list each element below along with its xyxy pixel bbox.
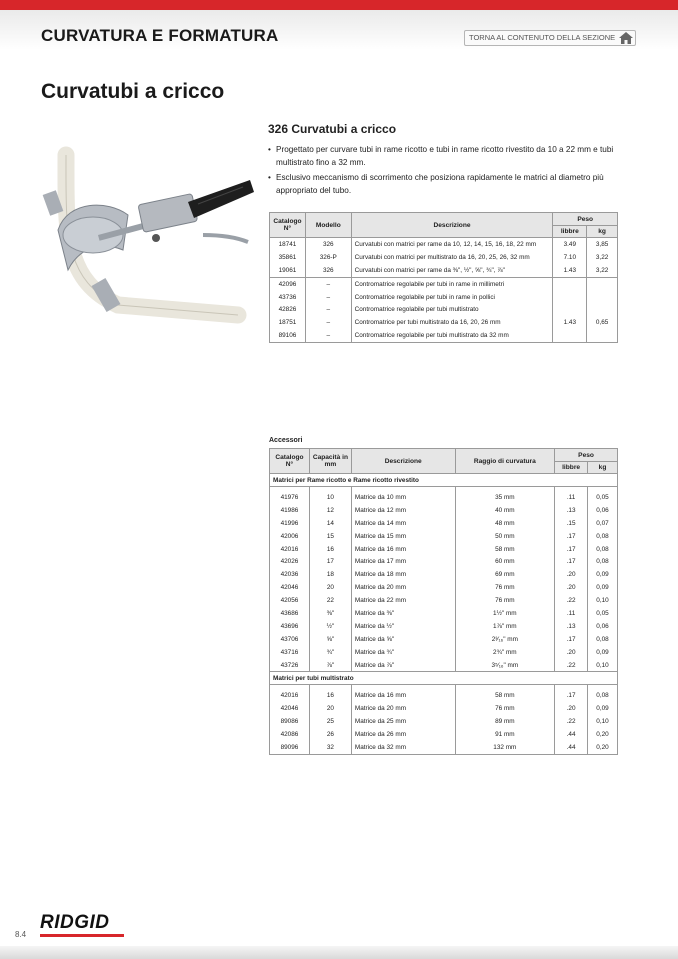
- table-cell: 10: [309, 491, 351, 504]
- table-row: [270, 238, 618, 251]
- col-peso: Peso: [553, 213, 618, 226]
- table-cell: 7.10: [553, 251, 587, 264]
- table-cell: .22: [555, 715, 588, 728]
- table-cell: ½": [309, 620, 351, 633]
- table-cell: .17: [555, 689, 588, 702]
- col-libbre: libbre: [553, 226, 587, 238]
- table-row: [270, 741, 618, 754]
- table-cell: 0,08: [588, 543, 618, 556]
- table-row: [270, 659, 618, 672]
- table-cell: 1.43: [553, 316, 587, 329]
- table-cell: 0,08: [588, 530, 618, 543]
- table-cell: 42016: [270, 543, 310, 556]
- table-cell: .13: [555, 620, 588, 633]
- table-cell: .20: [555, 702, 588, 715]
- table-row: [270, 530, 618, 543]
- table-cell: Curvatubi con matrici per multistrato da 16, 20, 25, 26, 32 mm: [351, 251, 553, 264]
- table-row: [270, 251, 618, 264]
- table-cell: 41976: [270, 491, 310, 504]
- table-cell: .11: [555, 491, 588, 504]
- table-cell: 43696: [270, 620, 310, 633]
- table-cell: Matrice da 20 mm: [351, 581, 455, 594]
- table-cell: 1.43: [553, 264, 587, 277]
- table-cell: .11: [555, 607, 588, 620]
- table-cell: 20: [309, 702, 351, 715]
- table-cell: 2¾" mm: [455, 646, 555, 659]
- table-row: [270, 594, 618, 607]
- table-cell: Matrice da 20 mm: [351, 702, 455, 715]
- table-cell: .22: [555, 659, 588, 672]
- page-title: Curvatubi a cricco: [41, 80, 225, 103]
- table-cell: 76 mm: [455, 581, 555, 594]
- table-cell: [553, 277, 587, 290]
- table-cell: 0,10: [588, 594, 618, 607]
- table-cell: 326-P: [305, 251, 351, 264]
- table-cell: 42006: [270, 530, 310, 543]
- table-cell: 3.49: [553, 238, 587, 251]
- product-title: 326 Curvatubi a cricco: [268, 122, 397, 136]
- table-cell: .44: [555, 741, 588, 754]
- table-cell: 91 mm: [455, 728, 555, 741]
- table-cell: 42016: [270, 689, 310, 702]
- table-cell: 0,65: [587, 316, 618, 329]
- table-row: [270, 646, 618, 659]
- table-row: [270, 728, 618, 741]
- table-cell: –: [305, 277, 351, 290]
- table-cell: 0,10: [588, 659, 618, 672]
- table-cell: –: [305, 329, 351, 342]
- table-cell: 3,22: [587, 251, 618, 264]
- table-cell: 69 mm: [455, 568, 555, 581]
- table-cell: Matrice da 17 mm: [351, 555, 455, 568]
- table-cell: 22: [309, 594, 351, 607]
- accessories-label: Accessori: [269, 437, 303, 444]
- table-row: [270, 702, 618, 715]
- table-cell: 17: [309, 555, 351, 568]
- table-cell: Contromatrice regolabile per tubi multistrato da 32 mm: [351, 329, 553, 342]
- group-header-row: [270, 672, 618, 685]
- table-cell: 20: [309, 581, 351, 594]
- table-row: [270, 620, 618, 633]
- table-cell: 15: [309, 530, 351, 543]
- table-cell: 41986: [270, 504, 310, 517]
- table-cell: .17: [555, 555, 588, 568]
- table-cell: –: [305, 291, 351, 304]
- group-header-row: [270, 474, 618, 487]
- section-title: CURVATURA E FORMATURA: [41, 26, 279, 45]
- table-cell: 19061: [270, 264, 306, 277]
- table-cell: 40 mm: [455, 504, 555, 517]
- table-cell: .20: [555, 581, 588, 594]
- table-cell: 18751: [270, 316, 306, 329]
- page-number: 8.4: [15, 930, 27, 939]
- table-row: [270, 316, 618, 329]
- table-cell: 42036: [270, 568, 310, 581]
- table-row: [270, 689, 618, 702]
- table-row: [270, 504, 618, 517]
- table-cell: 42026: [270, 555, 310, 568]
- table-cell: 0,09: [588, 646, 618, 659]
- table-cell: 3,85: [587, 238, 618, 251]
- table-cell: 3,22: [587, 264, 618, 277]
- table-cell: –: [305, 316, 351, 329]
- table-cell: 14: [309, 517, 351, 530]
- table-cell: Matrice da ⅝": [351, 633, 455, 646]
- col-catalogo: Catalogo N°: [270, 213, 306, 238]
- product-table: [269, 212, 618, 343]
- table-cell: 0,10: [588, 715, 618, 728]
- table-cell: –: [305, 303, 351, 316]
- table-cell: 0,09: [588, 702, 618, 715]
- feature-item: • Progettato per curvare tubi in rame ricotto e tubi in rame ricotto rivestito da 10 a 22 mm e tubi multistrato fino a 32 mm.: [268, 144, 618, 169]
- table-cell: 12: [309, 504, 351, 517]
- table-cell: ¾": [309, 646, 351, 659]
- table-cell: .44: [555, 728, 588, 741]
- table-cell: 41996: [270, 517, 310, 530]
- table-cell: Matrice da 22 mm: [351, 594, 455, 607]
- table-cell: 132 mm: [455, 741, 555, 754]
- table-cell: Curvatubi con matrici per rame da ⅜", ½", ⅝", ¾", ⅞": [351, 264, 553, 277]
- table-cell: [587, 329, 618, 342]
- table-cell: Matrice da 16 mm: [351, 689, 455, 702]
- table-cell: Matrice da 14 mm: [351, 517, 455, 530]
- table-row: [270, 517, 618, 530]
- table-cell: 326: [305, 264, 351, 277]
- table-cell: 50 mm: [455, 530, 555, 543]
- table-cell: Matrice da 10 mm: [351, 491, 455, 504]
- table-cell: [587, 277, 618, 290]
- table-cell: 16: [309, 543, 351, 556]
- table-cell: ⅞": [309, 659, 351, 672]
- table-cell: 1½" mm: [455, 607, 555, 620]
- table-cell: Matrice da 15 mm: [351, 530, 455, 543]
- table-cell: Matrice da 32 mm: [351, 741, 455, 754]
- table-cell: Matrice da ½": [351, 620, 455, 633]
- table-row: [270, 543, 618, 556]
- table-cell: .17: [555, 633, 588, 646]
- col-raggio: Raggio di curvatura: [455, 449, 555, 474]
- bottom-bar: [0, 946, 678, 959]
- home-icon: [619, 32, 633, 44]
- table-cell: 89106: [270, 329, 306, 342]
- table-cell: 76 mm: [455, 594, 555, 607]
- col-descrizione: Descrizione: [351, 213, 553, 238]
- col-descrizione: Descrizione: [351, 449, 455, 474]
- table-cell: ⅜": [309, 607, 351, 620]
- table-cell: 43726: [270, 659, 310, 672]
- table-cell: 60 mm: [455, 555, 555, 568]
- table-cell: 32: [309, 741, 351, 754]
- table-cell: Matrice da 12 mm: [351, 504, 455, 517]
- table-cell: 58 mm: [455, 543, 555, 556]
- table-cell: 0,06: [588, 620, 618, 633]
- table-row: [270, 291, 618, 304]
- table-cell: 2³⁄₁₆" mm: [455, 633, 555, 646]
- table-cell: [587, 291, 618, 304]
- back-to-section-link[interactable]: [464, 30, 636, 46]
- logo-text: RIDGID: [40, 912, 110, 933]
- table-row: [270, 581, 618, 594]
- table-cell: 25: [309, 715, 351, 728]
- table-cell: .17: [555, 530, 588, 543]
- table-row: [270, 491, 618, 504]
- top-accent-bar: [0, 0, 678, 10]
- table-cell: Matrice da ¾": [351, 646, 455, 659]
- table-cell: 3⁵⁄₁₆" mm: [455, 659, 555, 672]
- table-cell: 89096: [270, 741, 310, 754]
- table-cell: 42056: [270, 594, 310, 607]
- table-cell: 42096: [270, 277, 306, 290]
- table-cell: 89 mm: [455, 715, 555, 728]
- col-libbre: libbre: [555, 462, 588, 474]
- table-cell: 42086: [270, 728, 310, 741]
- table-cell: 43686: [270, 607, 310, 620]
- table-cell: 0,07: [588, 517, 618, 530]
- table-cell: 42826: [270, 303, 306, 316]
- table-row: [270, 555, 618, 568]
- table-cell: Contromatrice regolabile per tubi in rame in pollici: [351, 291, 553, 304]
- table-cell: .22: [555, 594, 588, 607]
- table-cell: ⅝": [309, 633, 351, 646]
- col-peso: Peso: [555, 449, 618, 462]
- table-cell: 42046: [270, 702, 310, 715]
- table-cell: 16: [309, 689, 351, 702]
- logo-underline: [40, 934, 124, 937]
- table-cell: .13: [555, 504, 588, 517]
- col-kg: kg: [587, 226, 618, 238]
- col-catalogo: Catalogo N°: [270, 449, 310, 474]
- table-cell: 35 mm: [455, 491, 555, 504]
- table-cell: 48 mm: [455, 517, 555, 530]
- table-cell: 0,08: [588, 689, 618, 702]
- table-cell: 43706: [270, 633, 310, 646]
- table-cell: Contromatrice regolabile per tubi multistrato: [351, 303, 553, 316]
- table-row: [270, 568, 618, 581]
- pipe-bender-image: [38, 140, 258, 340]
- table-cell: Contromatrice per tubi multistrato da 16, 20, 26 mm: [351, 316, 553, 329]
- table-cell: [587, 303, 618, 316]
- table-cell: Matrice da 18 mm: [351, 568, 455, 581]
- table-cell: 0,06: [588, 504, 618, 517]
- group-title: Matrici per Rame ricotto e Rame ricotto rivestito: [270, 474, 618, 487]
- table-cell: [553, 291, 587, 304]
- feature-item: • Esclusivo meccanismo di scorrimento che posiziona rapidamente le matrici al diametro più appropriato del tubo.: [268, 172, 618, 197]
- table-cell: 326: [305, 238, 351, 251]
- table-cell: .17: [555, 543, 588, 556]
- col-kg: kg: [588, 462, 618, 474]
- table-cell: 42046: [270, 581, 310, 594]
- table-cell: [553, 303, 587, 316]
- table-cell: 0,05: [588, 491, 618, 504]
- table-cell: 0,20: [588, 728, 618, 741]
- group-title: Matrici per tubi multistrato: [270, 672, 618, 685]
- table-row: [270, 277, 618, 290]
- table-cell: Matrice da 16 mm: [351, 543, 455, 556]
- table-cell: 18741: [270, 238, 306, 251]
- table-cell: 0,09: [588, 568, 618, 581]
- col-modello: Modello: [305, 213, 351, 238]
- table-cell: Matrice da ⅞": [351, 659, 455, 672]
- back-link-label: TORNA AL CONTENUTO DELLA SEZIONE: [469, 33, 616, 42]
- ridgid-logo: [40, 912, 124, 940]
- table-cell: 1⅞" mm: [455, 620, 555, 633]
- table-cell: 89086: [270, 715, 310, 728]
- table-cell: .15: [555, 517, 588, 530]
- table-cell: Matrice da ⅜": [351, 607, 455, 620]
- table-row: [270, 633, 618, 646]
- table-cell: Matrice da 25 mm: [351, 715, 455, 728]
- table-cell: 43736: [270, 291, 306, 304]
- table-cell: .20: [555, 646, 588, 659]
- table-cell: 76 mm: [455, 702, 555, 715]
- table-cell: Curvatubi con matrici per rame da 10, 12, 14, 15, 16, 18, 22 mm: [351, 238, 553, 251]
- table-row: [270, 607, 618, 620]
- accessories-table: [269, 448, 618, 755]
- table-cell: 0,09: [588, 581, 618, 594]
- table-cell: Matrice da 26 mm: [351, 728, 455, 741]
- table-row: [270, 715, 618, 728]
- table-row: [270, 329, 618, 342]
- table-cell: 26: [309, 728, 351, 741]
- table-row: [270, 303, 618, 316]
- table-cell: 43716: [270, 646, 310, 659]
- table-cell: Contromatrice regolabile per tubi in rame in millimetri: [351, 277, 553, 290]
- table-cell: 35861: [270, 251, 306, 264]
- table-cell: 0,05: [588, 607, 618, 620]
- col-capacita: Capacità in mm: [309, 449, 351, 474]
- table-cell: 58 mm: [455, 689, 555, 702]
- feature-list: [268, 144, 618, 200]
- table-cell: 0,20: [588, 741, 618, 754]
- table-cell: 0,08: [588, 633, 618, 646]
- table-cell: [553, 329, 587, 342]
- table-cell: .20: [555, 568, 588, 581]
- table-cell: 18: [309, 568, 351, 581]
- table-row: [270, 264, 618, 277]
- table-cell: 0,08: [588, 555, 618, 568]
